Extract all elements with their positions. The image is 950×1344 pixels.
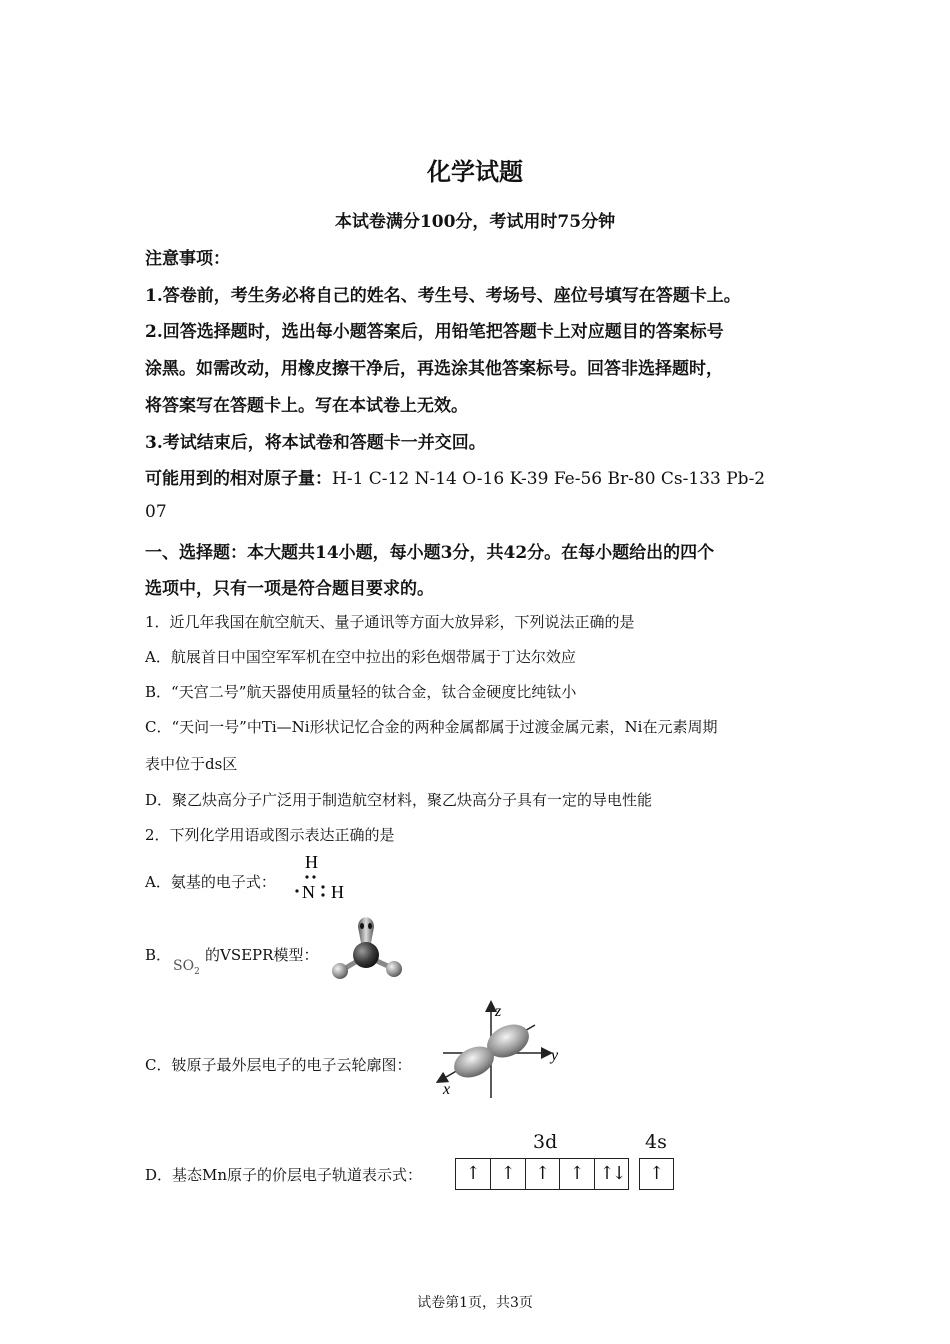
orbital-cell: ↑ xyxy=(491,1159,526,1189)
section-heading-line2: 选项中，只有一项是符合题目要求的。 xyxy=(145,579,434,599)
formula-h-top: H xyxy=(305,852,318,872)
q2-option-d: D．基态Mn原子的价层电子轨道表示式： xyxy=(145,1166,423,1184)
electron-dot xyxy=(321,893,324,896)
so2-main: SO xyxy=(173,958,195,974)
x-axis-label: x xyxy=(443,1081,451,1098)
atomic-mass-values: H-1 C-12 N-14 O-16 K-39 Fe-56 Br-80 Cs-133 Pb-2 xyxy=(332,469,766,489)
formula-n: N xyxy=(302,882,315,902)
note-item-3: 3.考试结束后，将本试卷和答题卡一并交回。 xyxy=(145,433,486,453)
electron-dot xyxy=(305,875,308,878)
q1-stem: 1．近几年我国在航空航天、量子通讯等方面大放异彩，下列说法正确的是 xyxy=(145,613,635,631)
page-footer: 试卷第1页，共3页 xyxy=(417,1295,533,1311)
orbital-label-4s: 4s xyxy=(645,1131,667,1153)
q2-option-b-text: 的VSEPR模型： xyxy=(205,946,319,964)
so2-formula xyxy=(173,958,200,977)
formula-h-right: H xyxy=(331,882,344,902)
electron-dot xyxy=(295,889,298,892)
so2-vsepr-model xyxy=(328,910,408,985)
be-electron-cloud-diagram xyxy=(435,998,570,1100)
sulfur-atom xyxy=(353,942,379,968)
q1-option-c-line1: C．“天问一号”中Ti—Ni形状记忆合金的两种金属都属于过渡金属元素，Ni在元素周期 xyxy=(145,718,718,736)
notes-heading: 注意事项： xyxy=(145,249,230,269)
atomic-mass-label: 可能用到的相对原子量： xyxy=(145,469,332,489)
orbital-box-3d xyxy=(455,1158,629,1190)
orbital-cell: ↑↓ xyxy=(599,1163,624,1184)
orbital-cell: ↑ xyxy=(456,1159,491,1189)
orbital-cell: ↑ xyxy=(560,1159,595,1189)
q2-stem: 2．下列化学用语或图示表达正确的是 xyxy=(145,826,395,844)
page-title: 化学试题 xyxy=(427,157,523,186)
q1-option-c-line2: 表中位于ds区 xyxy=(145,755,238,773)
section-heading-line1: 一、选择题：本大题共14小题，每小题3分，共42分。在每小题给出的四个 xyxy=(145,543,715,563)
q2-option-a: A．氨基的电子式： xyxy=(145,873,276,891)
electron-dot xyxy=(312,875,315,878)
oxygen-atom xyxy=(332,963,348,979)
orbital-label-3d: 3d xyxy=(533,1131,558,1153)
orbital-box-4s xyxy=(639,1158,674,1190)
q2-option-b-prefix: B． xyxy=(145,946,172,964)
note-item-2-line1: 2.回答选择题时，选出每小题答案后，用铅笔把答题卡上对应题目的答案标号 xyxy=(145,322,724,342)
q1-option-a: A．航展首日中国空军军机在空中拉出的彩色烟带属于丁达尔效应 xyxy=(145,648,576,666)
orbital-cell: ↑ xyxy=(648,1163,665,1184)
q1-option-d: D．聚乙炔高分子广泛用于制造航空材料，聚乙炔高分子具有一定的导电性能 xyxy=(145,791,653,809)
y-axis-label: y xyxy=(551,1047,559,1064)
z-axis-label: z xyxy=(495,1003,502,1020)
note-item-1: 1.答卷前，考生务必将自己的姓名、考生号、考场号、座位号填写在答题卡上。 xyxy=(145,286,741,306)
atomic-mass-line xyxy=(145,464,765,489)
amino-electron-formula xyxy=(285,850,355,906)
exam-info: 本试卷满分100分，考试用时75分钟 xyxy=(334,212,616,232)
atomic-mass-values-cont: 07 xyxy=(145,502,167,522)
electron-dot xyxy=(321,885,324,888)
orbital-cell: ↑ xyxy=(526,1159,560,1189)
oxygen-atom xyxy=(386,961,402,977)
so2-subscript: 2 xyxy=(194,966,200,977)
note-item-2-line2: 涂黑。如需改动，用橡皮擦干净后，再选涂其他答案标号。回答非选择题时， xyxy=(145,359,723,379)
q1-option-b: B．“天宫二号”航天器使用质量轻的钛合金，钛合金硬度比纯钛小 xyxy=(145,683,577,701)
note-item-2-line3: 将答案写在答题卡上。写在本试卷上无效。 xyxy=(145,396,468,416)
q2-option-c: C．铍原子最外层电子的电子云轮廓图： xyxy=(145,1056,412,1074)
